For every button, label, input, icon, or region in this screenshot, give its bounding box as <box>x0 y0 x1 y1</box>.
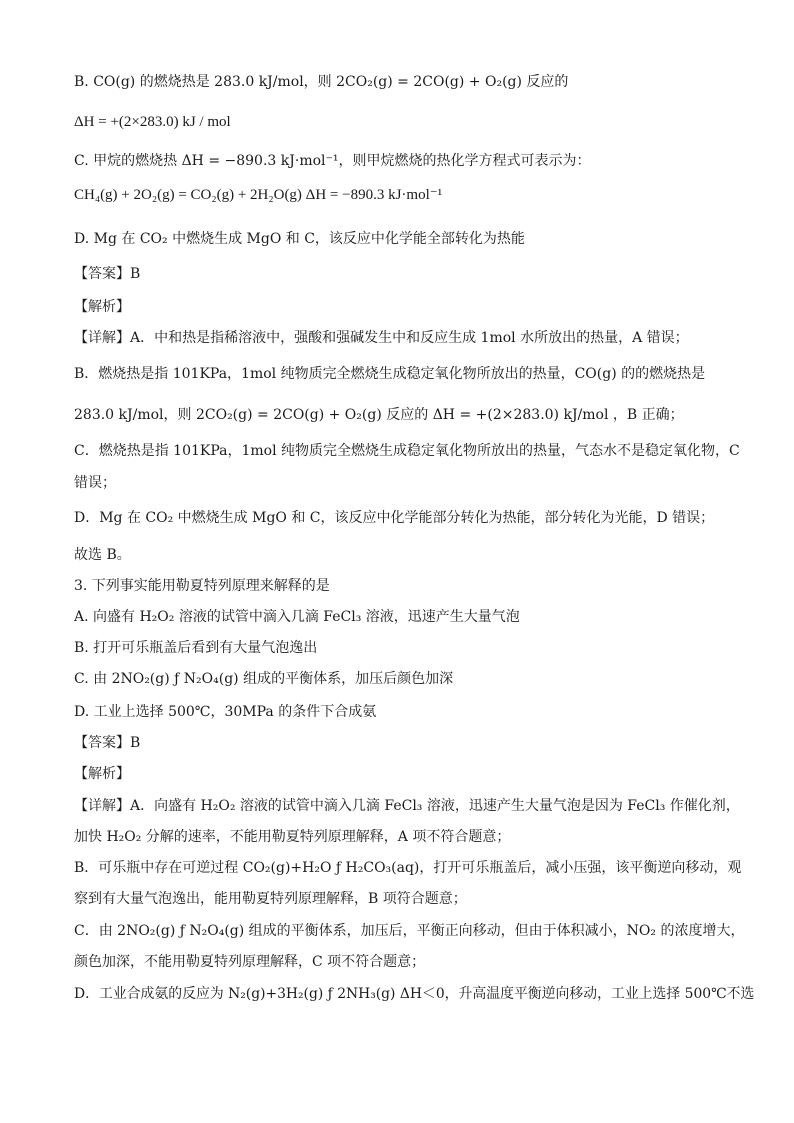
q3-option-b: B. 打开可乐瓶盖后看到有大量气泡逸出 <box>74 640 318 656</box>
q3-analysis-label: 【解析】 <box>74 766 130 782</box>
q3-detail-c-line-1: C．由 2NO₂(g) ƒ N₂O₄(g) 组成的平衡体系，加压后，平衡正向移动，但由于体积减小，NO₂ 的浓度增大， <box>74 923 745 939</box>
q3-detail-a-line-2: 加快 H₂O₂ 分解的速率，不能用勒夏特列原理解释，A 项不符合题意； <box>74 829 511 845</box>
conclusion-line: 故选 B。 <box>74 547 131 563</box>
q3-detail-b-line-1: B．可乐瓶中存在可逆过程 CO₂(g)+H₂O ƒ H₂CO₃(aq)，打开可乐瓶盖后，减小压强，该平衡逆向移动，观 <box>74 860 742 876</box>
detail-b-line-2: 283.0 kJ/mol，则 2CO₂(g) = 2CO(g) + O₂(g) 反应的 ΔH = +(2×283.0) kJ/mol ，B 正确； <box>74 407 684 423</box>
q3-option-d: D. 工业上选择 500℃，30MPa 的条件下合成氨 <box>74 704 377 720</box>
detail-b-line-1: B．燃烧热是指 101KPa，1mol 纯物质完全燃烧生成稳定氧化物所放出的热量，CO(g) 的的燃烧热是 <box>74 366 706 382</box>
q3-option-a: A. 向盛有 H₂O₂ 溶液的试管中滴入几滴 FeCl₃ 溶液，迅速产生大量气泡 <box>74 609 520 625</box>
analysis-label: 【解析】 <box>74 299 130 315</box>
answer-label: 【答案】B <box>74 266 141 282</box>
q3-detail-b-line-2: 察到有大量气泡逸出，能用勒夏特列原理解释，B 项符合题意； <box>74 891 467 907</box>
option-b-line: B. CO(g) 的燃烧热是 283.0 kJ/mol，则 2CO₂(g) = 2CO(g) + O₂(g) 反应的 <box>74 74 569 90</box>
detail-c-line-1: C．燃烧热是指 101KPa，1mol 纯物质完全燃烧生成稳定氧化物所放出的热量，气态水不是稳定氧化物，C <box>74 443 740 459</box>
detail-d-line: D．Mg 在 CO₂ 中燃烧生成 MgO 和 C，该反应中化学能部分转化为热能，部分转化为光能，D 错误； <box>74 510 715 526</box>
q3-option-c: C. 由 2NO₂(g) ƒ N₂O₄(g) 组成的平衡体系，加压后颜色加深 <box>74 671 454 687</box>
option-c-equation: CH₄(g) + 2O₂(g) = CO₂(g) + 2H₂O(g) ΔH = −890.3 kJ·mol⁻¹ <box>74 187 443 203</box>
option-b-equation: ΔH = +(2×283.0) kJ / mol <box>74 114 231 130</box>
q3-answer-label: 【答案】B <box>74 735 141 751</box>
q3-detail-a-line-1: 【详解】A．向盛有 H₂O₂ 溶液的试管中滴入几滴 FeCl₃ 溶液，迅速产生大量气泡是因为 FeCl₃ 作催化剂， <box>74 798 740 814</box>
detail-a-line: 【详解】A．中和热是指稀溶液中，强酸和强碱发生中和反应生成 1mol 水所放出的热量，A 错误； <box>74 330 689 346</box>
q3-detail-d-line: D．工业合成氨的反应为 N₂(g)+3H₂(g) ƒ 2NH₃(g) ΔH＜0，升高温度平衡逆向移动，工业上选择 500℃不选 <box>74 986 755 1002</box>
option-c-line: C. 甲烷的燃烧热 ΔH = −890.3 kJ·mol⁻¹，则甲烷燃烧的热化学方程式可表示为： <box>74 153 591 169</box>
detail-c-line-2: 错误； <box>74 475 116 491</box>
question-3-title: 3. 下列事实能用勒夏特列原理来解释的是 <box>74 578 330 594</box>
option-d-line: D. Mg 在 CO₂ 中燃烧生成 MgO 和 C，该反应中化学能全部转化为热能 <box>74 231 525 247</box>
q3-detail-c-line-2: 颜色加深，不能用勒夏特列原理解释，C 项不符合题意； <box>74 954 426 970</box>
